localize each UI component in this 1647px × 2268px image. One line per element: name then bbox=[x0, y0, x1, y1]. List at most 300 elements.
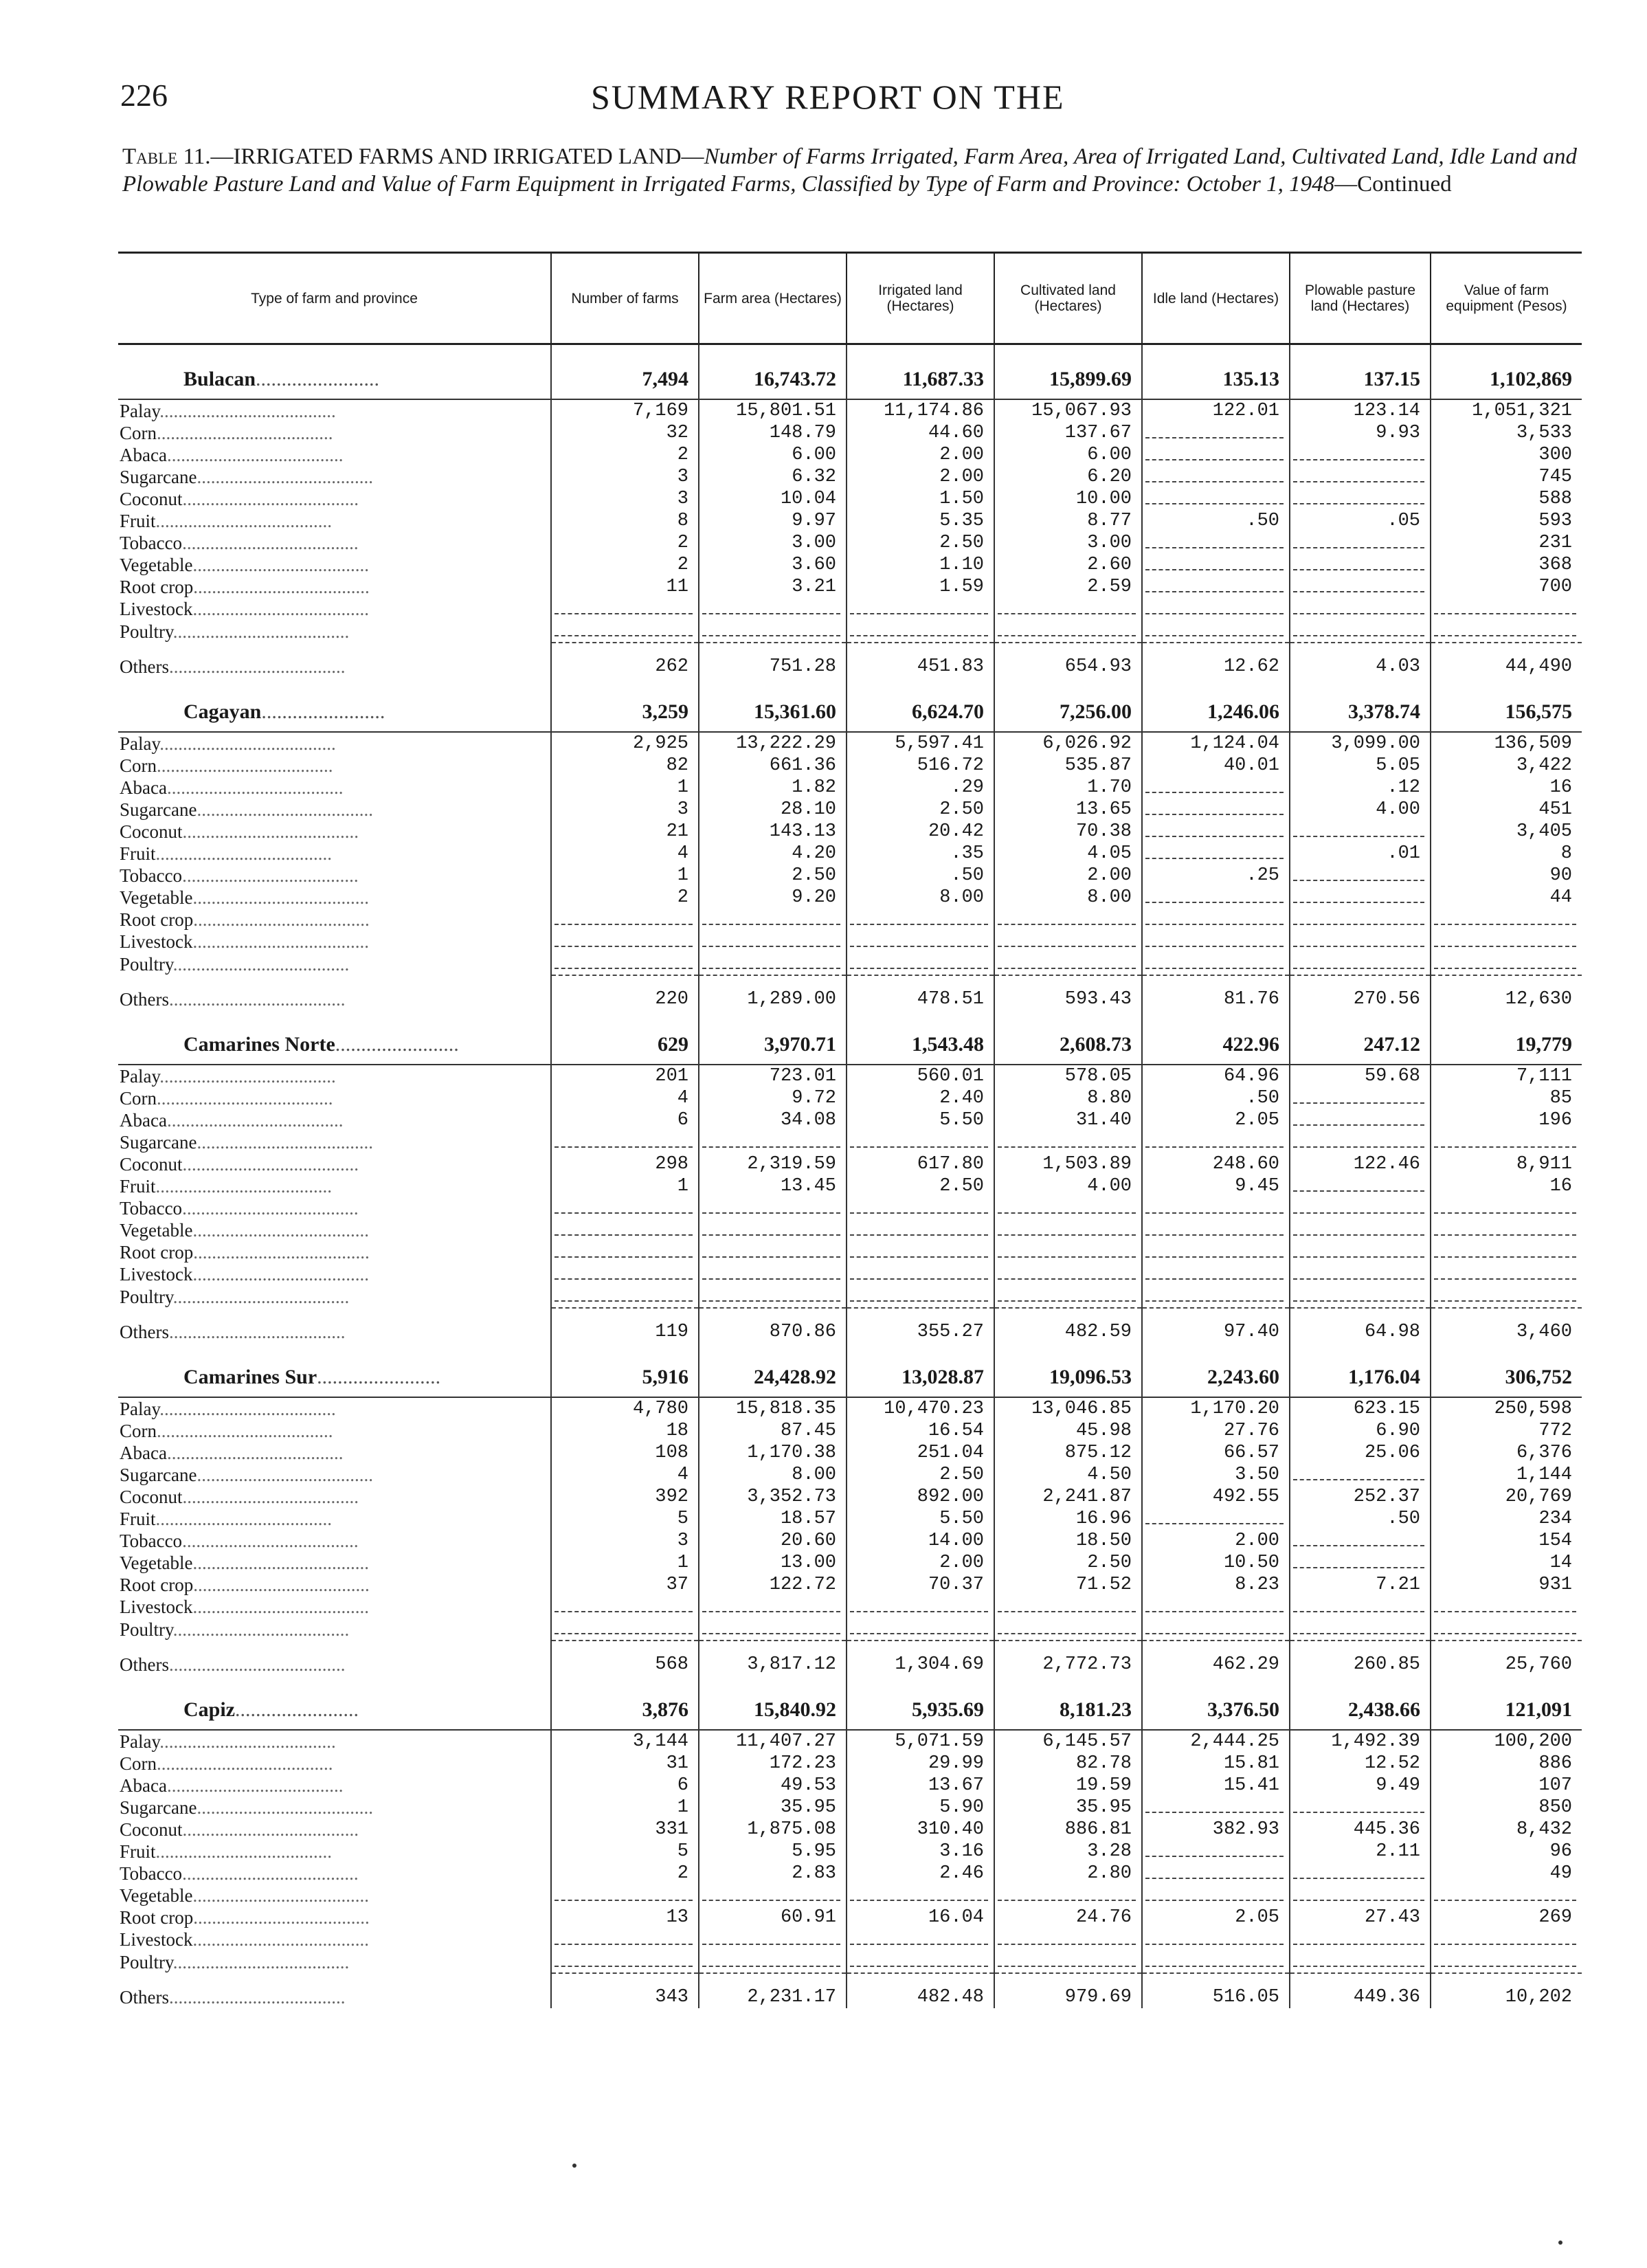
farm-type-row bbox=[118, 1841, 1582, 1863]
empty-dash-cell bbox=[1431, 1618, 1582, 1641]
empty-dash-cell bbox=[1431, 931, 1582, 953]
value-equipment-value: 25,760 bbox=[1431, 1641, 1582, 1676]
farm-type-row bbox=[118, 488, 1582, 510]
value-number-of-farms: 2,925 bbox=[551, 732, 699, 755]
value-equipment-value: 10,202 bbox=[1431, 1973, 1582, 2008]
value-irrigated-land: .35 bbox=[847, 843, 994, 865]
farm-type-row bbox=[118, 1486, 1582, 1508]
empty-dash-cell bbox=[551, 620, 699, 643]
spacer-cell bbox=[1431, 1343, 1582, 1358]
value-idle-land: 492.55 bbox=[1142, 1486, 1290, 1508]
farm-type-row bbox=[118, 422, 1582, 444]
province-name-text: Camarines Sur bbox=[183, 1366, 317, 1388]
farm-type-label: Tobacco bbox=[120, 1863, 183, 1884]
farm-type-label: Palay bbox=[120, 1731, 160, 1752]
value-irrigated-land: 2.46 bbox=[847, 1863, 994, 1885]
farm-type-cell bbox=[118, 865, 551, 887]
value-farm-area: 5.95 bbox=[699, 1841, 847, 1863]
value-irrigated-land: 5.35 bbox=[847, 510, 994, 532]
empty-dash-cell bbox=[1142, 953, 1290, 975]
farm-type-label: Fruit bbox=[120, 1509, 156, 1529]
value-number-of-farms: 4 bbox=[551, 843, 699, 865]
value-irrigated-land: 5.50 bbox=[847, 1508, 994, 1530]
value-irrigated-land: .50 bbox=[847, 865, 994, 887]
value-irrigated-land: 8.00 bbox=[847, 887, 994, 909]
dot-leader: ...................................... bbox=[192, 1553, 369, 1573]
farm-type-label: Fruit bbox=[120, 843, 156, 864]
dash-leader bbox=[1145, 581, 1284, 592]
dash-leader bbox=[1145, 471, 1284, 482]
farm-type-cell bbox=[118, 953, 551, 975]
value-plowable-pasture: 270.56 bbox=[1290, 975, 1431, 1010]
dash-leader bbox=[702, 1269, 840, 1280]
value-plowable-pasture: 64.98 bbox=[1290, 1308, 1431, 1343]
dot-leader: ...................................... bbox=[197, 467, 373, 487]
farm-type-cell bbox=[118, 1464, 551, 1486]
value-equipment-value: 231 bbox=[1431, 532, 1582, 554]
province-total-row bbox=[118, 1358, 1582, 1397]
dash-leader bbox=[1293, 936, 1424, 947]
spacer-cell bbox=[994, 344, 1142, 361]
value-farm-area: 2,319.59 bbox=[699, 1153, 847, 1175]
empty-dash-cell bbox=[551, 598, 699, 620]
dot-leader: ...................................... bbox=[182, 1154, 359, 1175]
value-number-of-farms: 108 bbox=[551, 1442, 699, 1464]
value-farm-area: 3,352.73 bbox=[699, 1486, 847, 1508]
dot-leader: ...................................... bbox=[155, 1841, 333, 1862]
value-idle-land: 81.76 bbox=[1142, 975, 1290, 1010]
empty-dash-cell bbox=[1290, 598, 1431, 620]
dot-leader: ...................................... bbox=[197, 1132, 373, 1153]
value-farm-area: 751.28 bbox=[699, 643, 847, 678]
spacer-cell bbox=[1142, 1343, 1290, 1358]
value-farm-area: 9.72 bbox=[699, 1087, 847, 1109]
value-number-of-farms: 4 bbox=[551, 1464, 699, 1486]
empty-dash-cell bbox=[699, 1219, 847, 1241]
value-equipment-value: 234 bbox=[1431, 1508, 1582, 1530]
dash-leader bbox=[998, 1956, 1136, 1967]
empty-dash-cell bbox=[994, 1263, 1142, 1285]
dot-leader: ...................................... bbox=[155, 1176, 333, 1197]
dash-leader bbox=[1145, 1802, 1284, 1813]
dash-leader bbox=[1293, 559, 1424, 570]
value-cultivated-land: 578.05 bbox=[994, 1065, 1142, 1087]
farm-type-cell bbox=[118, 1219, 551, 1241]
farm-type-cell bbox=[118, 576, 551, 598]
farm-type-row bbox=[118, 1442, 1582, 1464]
value-cultivated-land: 6.20 bbox=[994, 466, 1142, 488]
farm-type-cell bbox=[118, 1308, 551, 1343]
spacer-row bbox=[118, 1010, 1582, 1025]
farm-type-row bbox=[118, 909, 1582, 931]
value-equipment-value: 588 bbox=[1431, 488, 1582, 510]
dash-leader bbox=[998, 1247, 1136, 1258]
farm-type-label: Vegetable bbox=[120, 1553, 193, 1573]
value-farm-area: 10.04 bbox=[699, 488, 847, 510]
value-farm-area: 9.97 bbox=[699, 510, 847, 532]
value-irrigated-land: 2.50 bbox=[847, 532, 994, 554]
dash-leader bbox=[1145, 892, 1284, 903]
value-irrigated-land: 16.04 bbox=[847, 1906, 994, 1928]
dash-leader bbox=[1145, 1225, 1284, 1236]
dash-leader bbox=[850, 1225, 988, 1236]
value-number-of-farms: 7,169 bbox=[551, 399, 699, 422]
dash-leader bbox=[702, 958, 840, 969]
farm-type-row bbox=[118, 1885, 1582, 1906]
dash-leader bbox=[1145, 1601, 1284, 1612]
empty-dash-cell bbox=[1142, 488, 1290, 510]
value-plowable-pasture: 12.52 bbox=[1290, 1753, 1431, 1775]
value-irrigated-land: 20.42 bbox=[847, 821, 994, 843]
dot-leader: ...................................... bbox=[172, 1619, 350, 1640]
farm-type-label: Livestock bbox=[120, 599, 193, 619]
empty-dash-cell bbox=[1290, 1552, 1431, 1574]
value-number-of-farms: 3 bbox=[551, 799, 699, 821]
value-plowable-pasture: 4.03 bbox=[1290, 643, 1431, 678]
empty-dash-cell bbox=[699, 1596, 847, 1618]
farm-type-label: Coconut bbox=[120, 1819, 183, 1840]
value-number-of-farms: 201 bbox=[551, 1065, 699, 1087]
dot-leader: ...................................... bbox=[157, 423, 333, 443]
empty-dash-cell bbox=[1142, 1797, 1290, 1819]
dash-leader bbox=[702, 1203, 840, 1214]
dash-leader bbox=[554, 1934, 693, 1945]
value-farm-area: 28.10 bbox=[699, 799, 847, 821]
value-idle-land: 2.05 bbox=[1142, 1109, 1290, 1131]
farm-type-label: Livestock bbox=[120, 1264, 193, 1285]
value-idle-land: 12.62 bbox=[1142, 643, 1290, 678]
value-plowable-pasture: 445.36 bbox=[1290, 1819, 1431, 1841]
farm-type-cell bbox=[118, 1241, 551, 1263]
empty-dash-cell bbox=[1290, 620, 1431, 643]
value-idle-land: 122.01 bbox=[1142, 399, 1290, 422]
dash-leader bbox=[554, 1291, 693, 1302]
spacer-cell bbox=[699, 344, 847, 361]
province-total-cultivated-land: 15,899.69 bbox=[994, 360, 1142, 399]
spacer-cell bbox=[118, 1343, 551, 1358]
value-irrigated-land: 5,071.59 bbox=[847, 1730, 994, 1753]
dash-leader bbox=[1434, 1225, 1576, 1236]
empty-dash-cell bbox=[551, 931, 699, 953]
value-idle-land: 382.93 bbox=[1142, 1819, 1290, 1841]
value-equipment-value: 16 bbox=[1431, 1175, 1582, 1197]
dash-leader bbox=[998, 1623, 1136, 1634]
province-total-farm-area: 16,743.72 bbox=[699, 360, 847, 399]
value-irrigated-land: 310.40 bbox=[847, 1819, 994, 1841]
dot-leader: ........................ bbox=[335, 1033, 459, 1056]
dot-leader: ...................................... bbox=[157, 755, 333, 776]
province-total-row bbox=[118, 1691, 1582, 1730]
value-irrigated-land: 251.04 bbox=[847, 1442, 994, 1464]
province-total-number-of-farms: 5,916 bbox=[551, 1358, 699, 1397]
dash-leader bbox=[1145, 1203, 1284, 1214]
value-equipment-value: 745 bbox=[1431, 466, 1582, 488]
value-equipment-value: 96 bbox=[1431, 1841, 1582, 1863]
dot-leader: ...................................... bbox=[168, 656, 346, 677]
value-farm-area: 8.00 bbox=[699, 1464, 847, 1486]
province-total-row bbox=[118, 693, 1582, 732]
dash-leader bbox=[702, 1623, 840, 1634]
dash-leader bbox=[1145, 1956, 1284, 1967]
province-name bbox=[118, 1025, 551, 1065]
empty-dash-cell bbox=[1142, 444, 1290, 466]
value-idle-land: 1,170.20 bbox=[1142, 1397, 1290, 1420]
province-total-cultivated-land: 7,256.00 bbox=[994, 693, 1142, 732]
spacer-cell bbox=[994, 1343, 1142, 1358]
empty-dash-cell bbox=[1431, 620, 1582, 643]
value-cultivated-land: 979.69 bbox=[994, 1973, 1142, 2008]
dash-leader bbox=[1293, 1557, 1424, 1568]
dash-leader bbox=[702, 936, 840, 947]
farm-type-cell bbox=[118, 532, 551, 554]
empty-dash-cell bbox=[1142, 466, 1290, 488]
empty-dash-cell bbox=[1142, 1263, 1290, 1285]
farm-type-row bbox=[118, 510, 1582, 532]
value-equipment-value: 451 bbox=[1431, 799, 1582, 821]
empty-dash-cell bbox=[847, 1885, 994, 1906]
value-cultivated-land: 2.50 bbox=[994, 1552, 1142, 1574]
value-number-of-farms: 220 bbox=[551, 975, 699, 1010]
farm-type-label: Coconut bbox=[120, 1154, 183, 1175]
value-cultivated-land: 482.59 bbox=[994, 1308, 1142, 1343]
farm-type-cell bbox=[118, 1618, 551, 1641]
province-name-text: Bulacan bbox=[183, 368, 256, 390]
province-total-farm-area: 24,428.92 bbox=[699, 1358, 847, 1397]
value-cultivated-land: 71.52 bbox=[994, 1574, 1142, 1596]
value-farm-area: 49.53 bbox=[699, 1775, 847, 1797]
dot-leader: ...................................... bbox=[182, 1863, 359, 1884]
dash-leader bbox=[1145, 427, 1284, 438]
farm-type-label: Abaca bbox=[120, 777, 167, 798]
value-irrigated-land: 892.00 bbox=[847, 1486, 994, 1508]
province-total-irrigated-land: 11,687.33 bbox=[847, 360, 994, 399]
empty-dash-cell bbox=[1431, 1596, 1582, 1618]
farm-type-row bbox=[118, 643, 1582, 678]
dot-leader: ...................................... bbox=[192, 887, 369, 908]
value-equipment-value: 20,769 bbox=[1431, 1486, 1582, 1508]
dash-leader bbox=[850, 1137, 988, 1148]
empty-dash-cell bbox=[1290, 865, 1431, 887]
value-plowable-pasture: 123.14 bbox=[1290, 399, 1431, 422]
farm-type-cell bbox=[118, 1775, 551, 1797]
value-irrigated-land: 1.50 bbox=[847, 488, 994, 510]
dash-leader bbox=[1145, 449, 1284, 460]
dash-leader bbox=[554, 1203, 693, 1214]
farm-type-row bbox=[118, 1308, 1582, 1343]
empty-dash-cell bbox=[1290, 1530, 1431, 1552]
value-irrigated-land: 2.40 bbox=[847, 1087, 994, 1109]
value-irrigated-land: 1.10 bbox=[847, 554, 994, 576]
value-number-of-farms: 2 bbox=[551, 1863, 699, 1885]
value-number-of-farms: 5 bbox=[551, 1508, 699, 1530]
dash-leader bbox=[1434, 914, 1576, 925]
dash-leader bbox=[1145, 1137, 1284, 1148]
spacer-cell bbox=[699, 1676, 847, 1691]
empty-dash-cell bbox=[1290, 1263, 1431, 1285]
empty-dash-cell bbox=[1290, 1797, 1431, 1819]
value-cultivated-land: 1.70 bbox=[994, 777, 1142, 799]
farm-type-row bbox=[118, 1464, 1582, 1486]
province-total-number-of-farms: 3,259 bbox=[551, 693, 699, 732]
dash-leader bbox=[1293, 892, 1424, 903]
value-cultivated-land: 886.81 bbox=[994, 1819, 1142, 1841]
value-cultivated-land: 10.00 bbox=[994, 488, 1142, 510]
spacer-cell bbox=[551, 1010, 699, 1025]
farm-type-cell bbox=[118, 732, 551, 755]
farm-type-cell bbox=[118, 1797, 551, 1819]
empty-dash-cell bbox=[551, 1131, 699, 1153]
dash-leader bbox=[1434, 1890, 1576, 1901]
dot-leader: ...................................... bbox=[182, 1487, 359, 1507]
dash-leader bbox=[998, 1203, 1136, 1214]
spacer-cell bbox=[551, 1676, 699, 1691]
dash-leader bbox=[1293, 1115, 1424, 1126]
dot-leader: ...................................... bbox=[155, 1509, 333, 1529]
empty-dash-cell bbox=[699, 1885, 847, 1906]
dash-leader bbox=[702, 1934, 840, 1945]
dash-leader bbox=[1293, 1137, 1424, 1148]
dash-leader bbox=[1293, 1601, 1424, 1612]
empty-dash-cell bbox=[1142, 1618, 1290, 1641]
empty-dash-cell bbox=[847, 1241, 994, 1263]
empty-dash-cell bbox=[1142, 1219, 1290, 1241]
empty-dash-cell bbox=[1142, 532, 1290, 554]
value-equipment-value: 269 bbox=[1431, 1906, 1582, 1928]
spacer-cell bbox=[847, 344, 994, 361]
dash-leader bbox=[998, 1269, 1136, 1280]
farm-type-row bbox=[118, 399, 1582, 422]
value-plowable-pasture: 4.00 bbox=[1290, 799, 1431, 821]
dot-leader: ...................................... bbox=[182, 821, 359, 842]
empty-dash-cell bbox=[994, 1131, 1142, 1153]
farm-type-label: Root crop bbox=[120, 577, 194, 597]
province-total-cultivated-land: 19,096.53 bbox=[994, 1358, 1142, 1397]
farm-type-row bbox=[118, 1753, 1582, 1775]
dot-leader: ...................................... bbox=[182, 533, 359, 553]
value-idle-land: 15.81 bbox=[1142, 1753, 1290, 1775]
value-farm-area: 3.21 bbox=[699, 576, 847, 598]
farm-type-cell bbox=[118, 887, 551, 909]
dash-leader bbox=[554, 1890, 693, 1901]
empty-dash-cell bbox=[1142, 1131, 1290, 1153]
farm-type-cell bbox=[118, 1552, 551, 1574]
farm-type-label: Livestock bbox=[120, 1929, 193, 1950]
value-irrigated-land: 2.00 bbox=[847, 466, 994, 488]
dot-leader: ...................................... bbox=[166, 1443, 344, 1463]
spacer-row bbox=[118, 678, 1582, 693]
value-equipment-value: 196 bbox=[1431, 1109, 1582, 1131]
empty-dash-cell bbox=[1142, 1197, 1290, 1219]
value-farm-area: 34.08 bbox=[699, 1109, 847, 1131]
empty-dash-cell bbox=[1431, 1885, 1582, 1906]
value-irrigated-land: 451.83 bbox=[847, 643, 994, 678]
dash-leader bbox=[1293, 1934, 1424, 1945]
dash-leader bbox=[1293, 1181, 1424, 1192]
dash-leader bbox=[702, 1890, 840, 1901]
value-idle-land: .50 bbox=[1142, 1087, 1290, 1109]
farm-type-row bbox=[118, 1574, 1582, 1596]
value-irrigated-land: 2.50 bbox=[847, 1464, 994, 1486]
dash-leader bbox=[554, 1956, 693, 1967]
dash-leader bbox=[1293, 1093, 1424, 1104]
dot-leader: ...................................... bbox=[192, 555, 369, 575]
value-plowable-pasture: 449.36 bbox=[1290, 1973, 1431, 2008]
farm-type-label: Vegetable bbox=[120, 1885, 193, 1906]
farm-type-row bbox=[118, 554, 1582, 576]
empty-dash-cell bbox=[699, 1618, 847, 1641]
dot-leader: ...................................... bbox=[168, 989, 346, 1010]
farm-type-cell bbox=[118, 444, 551, 466]
spacer-cell bbox=[1431, 344, 1582, 361]
value-idle-land: 8.23 bbox=[1142, 1574, 1290, 1596]
value-number-of-farms: 2 bbox=[551, 532, 699, 554]
empty-dash-cell bbox=[1142, 554, 1290, 576]
value-farm-area: 2.83 bbox=[699, 1863, 847, 1885]
empty-dash-cell bbox=[847, 1285, 994, 1308]
farm-type-cell bbox=[118, 821, 551, 843]
farm-type-cell bbox=[118, 1641, 551, 1676]
dash-leader bbox=[1293, 1890, 1424, 1901]
dot-leader: ...................................... bbox=[182, 1531, 359, 1551]
value-irrigated-land: 5.50 bbox=[847, 1109, 994, 1131]
value-number-of-farms: 4,780 bbox=[551, 1397, 699, 1420]
dash-leader bbox=[850, 1203, 988, 1214]
value-cultivated-land: 45.98 bbox=[994, 1420, 1142, 1442]
farm-type-row bbox=[118, 1928, 1582, 1950]
farm-type-label: Abaca bbox=[120, 1110, 167, 1131]
farm-type-label: Corn bbox=[120, 1421, 157, 1441]
empty-dash-cell bbox=[1142, 1508, 1290, 1530]
empty-dash-cell bbox=[1290, 1950, 1431, 1973]
farm-type-label: Sugarcane bbox=[120, 1465, 197, 1485]
spacer-cell bbox=[1142, 1676, 1290, 1691]
spacer-cell bbox=[847, 1343, 994, 1358]
farm-type-label: Abaca bbox=[120, 445, 167, 465]
value-plowable-pasture: 6.90 bbox=[1290, 1420, 1431, 1442]
farm-type-label: Abaca bbox=[120, 1443, 167, 1463]
dash-leader bbox=[1145, 1513, 1284, 1524]
farm-type-cell bbox=[118, 1397, 551, 1420]
farm-type-label: Others bbox=[120, 656, 169, 677]
value-equipment-value: 3,460 bbox=[1431, 1308, 1582, 1343]
value-number-of-farms: 262 bbox=[551, 643, 699, 678]
farm-type-cell bbox=[118, 777, 551, 799]
value-equipment-value: 1,144 bbox=[1431, 1464, 1582, 1486]
farm-type-label: Coconut bbox=[120, 821, 183, 842]
province-total-cultivated-land: 8,181.23 bbox=[994, 1691, 1142, 1730]
spacer-cell bbox=[1142, 678, 1290, 693]
empty-dash-cell bbox=[847, 1950, 994, 1973]
empty-dash-cell bbox=[1290, 1087, 1431, 1109]
empty-dash-cell bbox=[699, 598, 847, 620]
farm-type-label: Palay bbox=[120, 401, 160, 421]
dash-leader bbox=[702, 1601, 840, 1612]
dash-leader bbox=[1145, 1934, 1284, 1945]
spacer-cell bbox=[118, 1676, 551, 1691]
value-farm-area: 1,875.08 bbox=[699, 1819, 847, 1841]
farm-type-label: Coconut bbox=[120, 1487, 183, 1507]
value-idle-land: 462.29 bbox=[1142, 1641, 1290, 1676]
caption-continued: —Continued bbox=[1334, 172, 1452, 197]
empty-dash-cell bbox=[994, 1197, 1142, 1219]
value-idle-land: 516.05 bbox=[1142, 1973, 1290, 2008]
value-irrigated-land: 2.50 bbox=[847, 1175, 994, 1197]
value-number-of-farms: 3 bbox=[551, 466, 699, 488]
farm-type-label: Others bbox=[120, 1987, 169, 2008]
dash-leader bbox=[1434, 1247, 1576, 1258]
value-farm-area: 13.00 bbox=[699, 1552, 847, 1574]
dash-leader bbox=[1293, 1469, 1424, 1480]
